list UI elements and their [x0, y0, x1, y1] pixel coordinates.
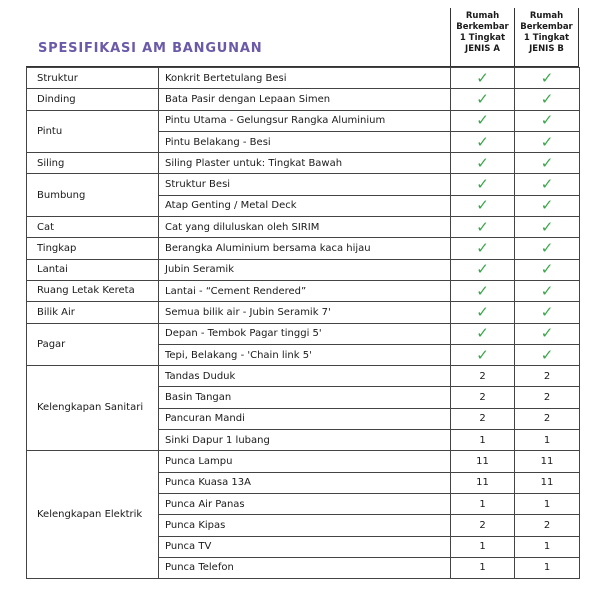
- category-cell: Struktur: [27, 68, 159, 89]
- checkmark-icon: ✓: [540, 324, 554, 343]
- item-cell: Bata Pasir dengan Lepaan Simen: [159, 89, 451, 110]
- check-cell: [451, 259, 515, 280]
- table-row: [27, 259, 580, 280]
- quantity-cell: 1: [515, 430, 580, 451]
- category-cell: Bumbung: [27, 174, 159, 217]
- check-cell: [451, 323, 515, 344]
- column-header-jenis-a: [450, 8, 514, 66]
- table-row: [27, 280, 580, 301]
- table-row: [27, 451, 580, 472]
- check-cell: [515, 89, 580, 110]
- check-cell: [515, 344, 580, 365]
- checkmark-icon: ✓: [540, 239, 554, 258]
- check-cell: [515, 195, 580, 216]
- check-cell: [515, 68, 580, 89]
- item-cell: Tandas Duduk: [159, 366, 451, 387]
- checkmark-icon: ✓: [476, 153, 489, 172]
- table-row: [27, 68, 580, 89]
- table-row: [27, 110, 580, 131]
- checkmark-icon: ✓: [476, 281, 489, 300]
- table-header: [26, 8, 579, 67]
- category-cell: Cat: [27, 217, 159, 238]
- quantity-cell: 1: [515, 536, 580, 557]
- quantity-cell: 11: [451, 451, 515, 472]
- checkmark-icon: ✓: [540, 345, 554, 364]
- checkmark-icon: ✓: [476, 260, 489, 279]
- quantity-cell: 2: [515, 515, 580, 536]
- checkmark-icon: ✓: [476, 217, 489, 236]
- table-row: [27, 366, 580, 387]
- check-cell: [451, 68, 515, 89]
- check-cell: [451, 174, 515, 195]
- category-cell: Pagar: [27, 323, 159, 366]
- category-cell: Ruang Letak Kereta: [27, 280, 159, 301]
- checkmark-icon: ✓: [476, 302, 489, 321]
- quantity-cell: 1: [451, 536, 515, 557]
- column-header-line: JENIS B: [529, 44, 564, 54]
- check-cell: [515, 238, 580, 259]
- column-header-line: Berkembar: [520, 22, 573, 32]
- check-cell: [451, 153, 515, 174]
- item-cell: Cat yang diluluskan oleh SIRIM: [159, 217, 451, 238]
- checkmark-icon: ✓: [476, 345, 489, 364]
- checkmark-icon: ✓: [476, 196, 489, 215]
- check-cell: [515, 217, 580, 238]
- quantity-cell: 2: [451, 387, 515, 408]
- specification-table: [26, 67, 580, 579]
- checkmark-icon: ✓: [476, 68, 489, 87]
- category-cell: Kelengkapan Elektrik: [27, 451, 159, 579]
- check-cell: [515, 174, 580, 195]
- item-cell: Punca Air Panas: [159, 493, 451, 514]
- item-cell: Punca Kuasa 13A: [159, 472, 451, 493]
- checkmark-icon: ✓: [540, 68, 554, 87]
- item-cell: Konkrit Bertetulang Besi: [159, 68, 451, 89]
- check-cell: [451, 195, 515, 216]
- table-row: [27, 153, 580, 174]
- quantity-cell: 1: [451, 557, 515, 578]
- checkmark-icon: ✓: [540, 281, 554, 300]
- column-header-line: Rumah: [529, 11, 564, 21]
- item-cell: Tepi, Belakang - 'Chain link 5': [159, 344, 451, 365]
- table-row: [27, 217, 580, 238]
- page-title: SPESIFIKASI AM BANGUNAN: [38, 41, 263, 56]
- item-cell: Pancuran Mandi: [159, 408, 451, 429]
- checkmark-icon: ✓: [476, 175, 489, 194]
- checkmark-icon: ✓: [476, 132, 489, 151]
- checkmark-icon: ✓: [540, 217, 554, 236]
- checkmark-icon: ✓: [476, 89, 489, 108]
- check-cell: [515, 110, 580, 131]
- check-cell: [515, 259, 580, 280]
- item-cell: Punca Telefon: [159, 557, 451, 578]
- check-cell: [451, 344, 515, 365]
- item-cell: Lantai - “Cement Rendered”: [159, 280, 451, 301]
- column-header-line: Rumah: [465, 11, 500, 21]
- item-cell: Depan - Tembok Pagar tinggi 5': [159, 323, 451, 344]
- checkmark-icon: ✓: [540, 132, 554, 151]
- category-cell: Kelengkapan Sanitari: [27, 366, 159, 451]
- item-cell: Struktur Besi: [159, 174, 451, 195]
- quantity-cell: 2: [515, 366, 580, 387]
- checkmark-icon: ✓: [540, 89, 554, 108]
- item-cell: Siling Plaster untuk: Tingkat Bawah: [159, 153, 451, 174]
- table-row: [27, 238, 580, 259]
- checkmark-icon: ✓: [540, 111, 554, 130]
- item-cell: Jubin Seramik: [159, 259, 451, 280]
- item-cell: Pintu Belakang - Besi: [159, 131, 451, 152]
- check-cell: [515, 280, 580, 301]
- check-cell: [515, 131, 580, 152]
- category-cell: Lantai: [27, 259, 159, 280]
- checkmark-icon: ✓: [540, 260, 554, 279]
- quantity-cell: 1: [515, 493, 580, 514]
- check-cell: [515, 302, 580, 323]
- category-cell: Siling: [27, 153, 159, 174]
- quantity-cell: 2: [515, 387, 580, 408]
- table-row: [27, 323, 580, 344]
- checkmark-icon: ✓: [540, 175, 554, 194]
- quantity-cell: 1: [451, 493, 515, 514]
- column-header-line: 1 Tingkat: [523, 33, 570, 43]
- column-header-line: Berkembar: [456, 22, 509, 32]
- check-cell: [451, 238, 515, 259]
- checkmark-icon: ✓: [476, 239, 489, 258]
- column-header-jenis-b: [514, 8, 579, 66]
- quantity-cell: 2: [451, 408, 515, 429]
- checkmark-icon: ✓: [540, 302, 554, 321]
- quantity-cell: 1: [451, 430, 515, 451]
- check-cell: [515, 153, 580, 174]
- item-cell: Punca TV: [159, 536, 451, 557]
- quantity-cell: 11: [515, 451, 580, 472]
- table-row: [27, 302, 580, 323]
- quantity-cell: 2: [451, 515, 515, 536]
- item-cell: Semua bilik air - Jubin Seramik 7': [159, 302, 451, 323]
- specification-table-body: [27, 68, 580, 579]
- table-row: [27, 174, 580, 195]
- quantity-cell: 2: [451, 366, 515, 387]
- category-cell: Bilik Air: [27, 302, 159, 323]
- item-cell: Sinki Dapur 1 lubang: [159, 430, 451, 451]
- checkmark-icon: ✓: [540, 153, 554, 172]
- category-cell: Pintu: [27, 110, 159, 153]
- category-cell: Tingkap: [27, 238, 159, 259]
- table-row: [27, 89, 580, 110]
- check-cell: [451, 89, 515, 110]
- check-cell: [451, 302, 515, 323]
- quantity-cell: 11: [451, 472, 515, 493]
- check-cell: [451, 280, 515, 301]
- item-cell: Berangka Aluminium bersama kaca hijau: [159, 238, 451, 259]
- category-cell: Dinding: [27, 89, 159, 110]
- column-header-line: 1 Tingkat: [459, 33, 506, 43]
- check-cell: [451, 131, 515, 152]
- check-cell: [515, 323, 580, 344]
- checkmark-icon: ✓: [476, 111, 489, 130]
- checkmark-icon: ✓: [476, 324, 489, 343]
- quantity-cell: 2: [515, 408, 580, 429]
- check-cell: [451, 110, 515, 131]
- column-header-line: JENIS A: [465, 44, 500, 54]
- specification-sheet: [26, 8, 579, 579]
- check-cell: [451, 217, 515, 238]
- checkmark-icon: ✓: [540, 196, 554, 215]
- item-cell: Punca Lampu: [159, 451, 451, 472]
- quantity-cell: 1: [515, 557, 580, 578]
- item-cell: Punca Kipas: [159, 515, 451, 536]
- quantity-cell: 11: [515, 472, 580, 493]
- item-cell: Pintu Utama - Gelungsur Rangka Aluminium: [159, 110, 451, 131]
- item-cell: Atap Genting / Metal Deck: [159, 195, 451, 216]
- item-cell: Basin Tangan: [159, 387, 451, 408]
